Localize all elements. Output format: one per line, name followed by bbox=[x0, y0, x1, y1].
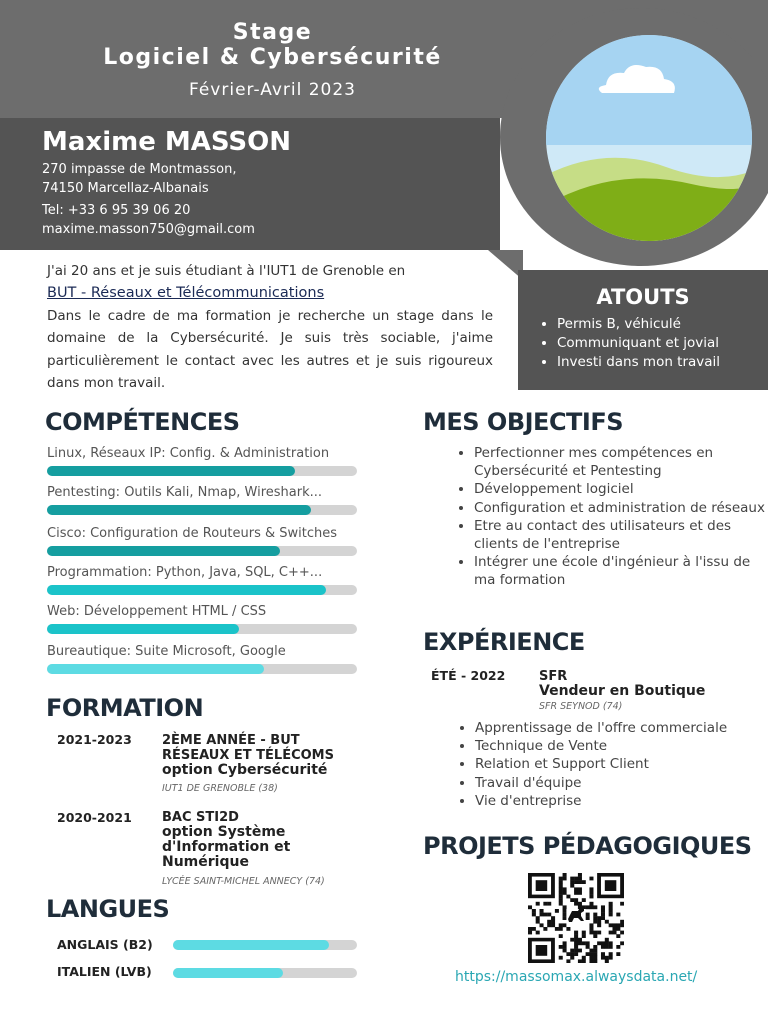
experience-item: • Apprentissage de l'offre commerciale bbox=[475, 719, 768, 737]
language-bar bbox=[173, 940, 357, 950]
experience-period: ÉTÉ - 2022 bbox=[431, 668, 506, 683]
objective-item: • Intégrer une école d'ingénieur à l'issu de ma formation bbox=[474, 553, 768, 589]
email-address: maxime.masson750@gmail.com bbox=[42, 222, 255, 237]
skill-bar-fill bbox=[47, 546, 280, 556]
formation-title: FORMATION bbox=[46, 694, 204, 722]
intro-text: Dans le cadre de ma formation je recherche un stage dans le domaine de la Cybersécurité. Je suis très sociable, j'aime particulièrement le contact avec les autres et je suis rigoureux dans mon travail. bbox=[47, 307, 493, 392]
skill-label: Cisco: Configuration de Routeurs & Switches bbox=[47, 526, 337, 541]
address-line-2: 74150 Marcellaz-Albanais bbox=[42, 181, 209, 196]
objective-item: • Perfectionner mes compétences en Cybersécurité et Pentesting bbox=[474, 444, 768, 480]
profile-photo-placeholder-icon bbox=[546, 35, 752, 241]
degree-line: RÉSEAUX ET TÉLÉCOMS bbox=[162, 748, 334, 763]
formation-degree bbox=[162, 733, 334, 794]
degree-line: BAC STI2D bbox=[162, 810, 239, 825]
degree-line: d'Information et bbox=[162, 839, 291, 855]
skill-bar bbox=[47, 466, 357, 476]
language-label: ANGLAIS (B2) bbox=[57, 937, 153, 952]
experience-item: • Travail d'équipe bbox=[475, 774, 768, 792]
experience-item: • Relation et Support Client bbox=[475, 755, 768, 773]
skill-label: Bureautique: Suite Microsoft, Google bbox=[47, 644, 286, 659]
projets-title: PROJETS PÉDAGOGIQUES bbox=[423, 832, 752, 860]
experience-list bbox=[458, 719, 768, 810]
skill-label: Programmation: Python, Java, SQL, C++... bbox=[47, 565, 323, 580]
intro-paragraph bbox=[47, 260, 493, 394]
skill-bar bbox=[47, 664, 357, 674]
atout-item: • Investi dans mon travail bbox=[557, 353, 720, 372]
objective-item: • Etre au contact des utilisateurs et des clients de l'entreprise bbox=[474, 517, 768, 553]
experience-title: EXPÉRIENCE bbox=[423, 628, 585, 656]
skill-label: Pentesting: Outils Kali, Nmap, Wireshark... bbox=[47, 485, 322, 500]
skill-bar bbox=[47, 624, 357, 634]
objectifs-list bbox=[457, 444, 768, 590]
skill-label: Linux, Réseaux IP: Config. & Administration bbox=[47, 446, 330, 461]
intro-line-1: J'ai 20 ans et je suis étudiant à l'IUT1 de Grenoble en bbox=[47, 263, 406, 279]
language-bar-fill bbox=[173, 940, 329, 950]
skill-bar-fill bbox=[47, 585, 326, 595]
skill-bar-fill bbox=[47, 505, 311, 515]
formation-years: 2020-2021 bbox=[57, 810, 132, 825]
experience-location: SFR SEYNOD (74) bbox=[539, 701, 623, 712]
experience-item: • Technique de Vente bbox=[475, 737, 768, 755]
job-title-line-2: Logiciel & Cybersécurité bbox=[103, 45, 442, 70]
skill-bar-fill bbox=[47, 624, 239, 634]
atout-item: • Communiquant et jovial bbox=[557, 334, 720, 353]
qr-code-icon[interactable] bbox=[528, 873, 624, 963]
degree-line: option Système bbox=[162, 824, 286, 840]
portfolio-link[interactable]: https://massomax.alwaysdata.net/ bbox=[455, 969, 698, 985]
atouts-list bbox=[540, 315, 720, 372]
skill-bar bbox=[47, 546, 357, 556]
langues-title: LANGUES bbox=[46, 895, 170, 923]
skill-bar-fill bbox=[47, 466, 295, 476]
language-bar bbox=[173, 968, 357, 978]
degree-line: 2ÈME ANNÉE - BUT bbox=[162, 733, 300, 748]
objective-item: • Configuration et administration de réseaux bbox=[474, 499, 768, 517]
skill-label: Web: Développement HTML / CSS bbox=[47, 604, 267, 619]
competences-title: COMPÉTENCES bbox=[45, 408, 240, 436]
formation-degree bbox=[162, 810, 325, 887]
school-name: IUT1 DE GRENOBLE (38) bbox=[162, 783, 278, 794]
atouts-title: ATOUTS bbox=[596, 285, 690, 309]
language-bar-fill bbox=[173, 968, 283, 978]
objectifs-title: MES OBJECTIFS bbox=[423, 408, 624, 436]
address-line-1: 270 impasse de Montmasson, bbox=[42, 162, 237, 177]
skill-bar bbox=[47, 505, 357, 515]
job-title-line-1: Stage bbox=[232, 20, 313, 45]
language-label: ITALIEN (LVB) bbox=[57, 964, 152, 979]
program-link[interactable]: BUT - Réseaux et Télécommunications bbox=[47, 285, 325, 302]
experience-role: Vendeur en Boutique bbox=[539, 683, 706, 699]
degree-line: Numérique bbox=[162, 854, 249, 870]
atout-item: • Permis B, véhiculé bbox=[557, 315, 720, 334]
skill-bar bbox=[47, 585, 357, 595]
objective-item: • Développement logiciel bbox=[474, 480, 768, 498]
experience-company: SFR bbox=[539, 669, 568, 684]
skill-bar-fill bbox=[47, 664, 264, 674]
phone-number: Tel: +33 6 95 39 06 20 bbox=[42, 203, 191, 218]
formation-years: 2021-2023 bbox=[57, 732, 132, 747]
internship-dates: Février-Avril 2023 bbox=[189, 80, 356, 100]
degree-line: option Cybersécurité bbox=[162, 762, 328, 778]
experience-item: • Vie d'entreprise bbox=[475, 792, 768, 810]
school-name: LYCÉE SAINT-MICHEL ANNECY (74) bbox=[162, 876, 325, 887]
candidate-name: Maxime MASSON bbox=[42, 127, 292, 157]
